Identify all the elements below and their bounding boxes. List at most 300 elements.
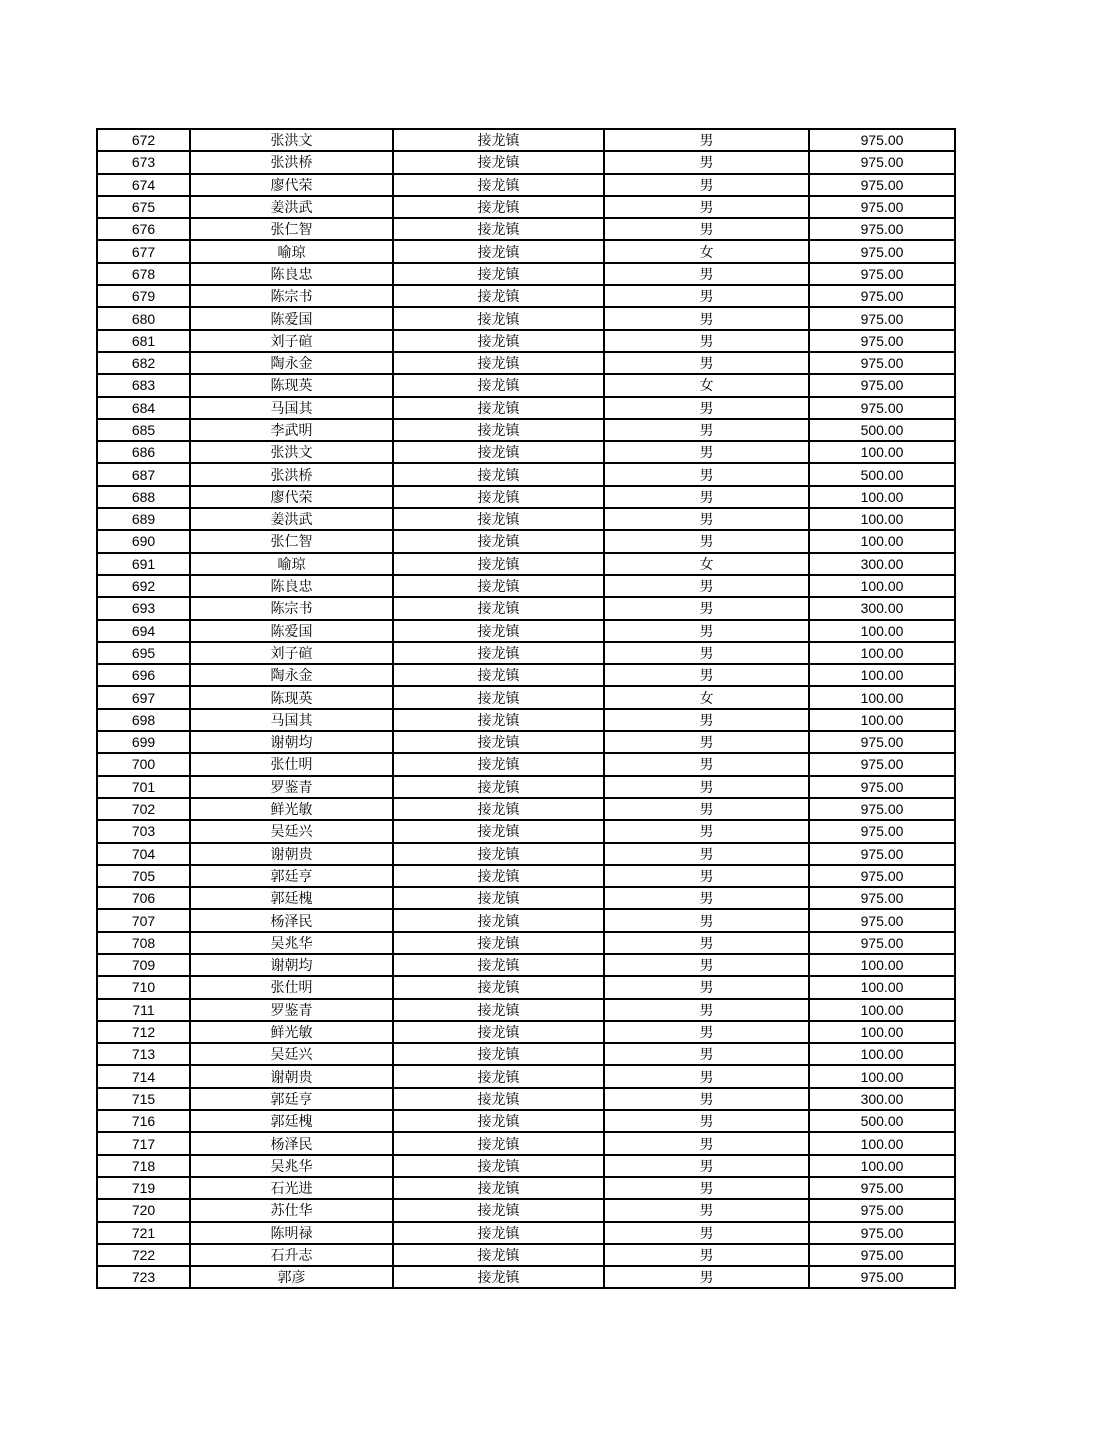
table-row: [97, 397, 955, 419]
table-row: [97, 263, 955, 285]
amount-cell: 975.00: [809, 263, 955, 285]
town-cell: 接龙镇: [393, 575, 604, 597]
row-number-cell: 700: [97, 753, 190, 775]
amount-cell: 100.00: [809, 508, 955, 530]
row-number-cell: 719: [97, 1177, 190, 1199]
table-row: [97, 240, 955, 262]
row-number-cell: 677: [97, 240, 190, 262]
row-number-cell: 672: [97, 129, 190, 151]
table-row: [97, 530, 955, 552]
table-row: [97, 129, 955, 151]
amount-cell: 975.00: [809, 798, 955, 820]
table-row: [97, 887, 955, 909]
payment-table: [96, 128, 956, 1289]
name-cell: 郭彦: [190, 1266, 393, 1288]
town-cell: 接龙镇: [393, 664, 604, 686]
amount-cell: 100.00: [809, 1043, 955, 1065]
gender-cell: 女: [604, 374, 809, 396]
table-row: [97, 798, 955, 820]
row-number-cell: 722: [97, 1244, 190, 1266]
row-number-cell: 680: [97, 307, 190, 329]
row-number-cell: 703: [97, 820, 190, 842]
amount-cell: 975.00: [809, 397, 955, 419]
table-row: [97, 441, 955, 463]
amount-cell: 100.00: [809, 1155, 955, 1177]
gender-cell: 男: [604, 932, 809, 954]
row-number-cell: 692: [97, 575, 190, 597]
town-cell: 接龙镇: [393, 597, 604, 619]
name-cell: 吴兆华: [190, 1155, 393, 1177]
table-row: [97, 1043, 955, 1065]
amount-cell: 100.00: [809, 664, 955, 686]
amount-cell: 975.00: [809, 352, 955, 374]
table-row: [97, 909, 955, 931]
row-number-cell: 707: [97, 909, 190, 931]
table-row: [97, 575, 955, 597]
gender-cell: 男: [604, 307, 809, 329]
amount-cell: 975.00: [809, 285, 955, 307]
town-cell: 接龙镇: [393, 352, 604, 374]
gender-cell: 女: [604, 553, 809, 575]
name-cell: 吴兆华: [190, 932, 393, 954]
town-cell: 接龙镇: [393, 196, 604, 218]
name-cell: 谢朝均: [190, 954, 393, 976]
table-row: [97, 954, 955, 976]
row-number-cell: 683: [97, 374, 190, 396]
row-number-cell: 714: [97, 1065, 190, 1087]
name-cell: 张洪桥: [190, 151, 393, 173]
name-cell: 姜洪武: [190, 196, 393, 218]
amount-cell: 975.00: [809, 1244, 955, 1266]
gender-cell: 女: [604, 240, 809, 262]
table-row: [97, 218, 955, 240]
town-cell: 接龙镇: [393, 1043, 604, 1065]
row-number-cell: 705: [97, 865, 190, 887]
amount-cell: 975.00: [809, 374, 955, 396]
gender-cell: 男: [604, 597, 809, 619]
gender-cell: 男: [604, 285, 809, 307]
row-number-cell: 713: [97, 1043, 190, 1065]
table-row: [97, 1021, 955, 1043]
name-cell: 刘子碹: [190, 642, 393, 664]
amount-cell: 100.00: [809, 686, 955, 708]
row-number-cell: 689: [97, 508, 190, 530]
gender-cell: 男: [604, 843, 809, 865]
amount-cell: 100.00: [809, 575, 955, 597]
gender-cell: 男: [604, 1132, 809, 1154]
town-cell: 接龙镇: [393, 508, 604, 530]
row-number-cell: 708: [97, 932, 190, 954]
amount-cell: 975.00: [809, 909, 955, 931]
amount-cell: 975.00: [809, 151, 955, 173]
town-cell: 接龙镇: [393, 1244, 604, 1266]
town-cell: 接龙镇: [393, 263, 604, 285]
amount-cell: 975.00: [809, 1177, 955, 1199]
gender-cell: 男: [604, 976, 809, 998]
town-cell: 接龙镇: [393, 1155, 604, 1177]
table-row: [97, 352, 955, 374]
name-cell: 谢朝贵: [190, 843, 393, 865]
table-row: [97, 330, 955, 352]
table-row: [97, 843, 955, 865]
gender-cell: 男: [604, 530, 809, 552]
town-cell: 接龙镇: [393, 486, 604, 508]
town-cell: 接龙镇: [393, 553, 604, 575]
town-cell: 接龙镇: [393, 374, 604, 396]
name-cell: 姜洪武: [190, 508, 393, 530]
town-cell: 接龙镇: [393, 820, 604, 842]
amount-cell: 100.00: [809, 709, 955, 731]
town-cell: 接龙镇: [393, 843, 604, 865]
name-cell: 鲜光敏: [190, 798, 393, 820]
town-cell: 接龙镇: [393, 1222, 604, 1244]
name-cell: 喻琼: [190, 553, 393, 575]
gender-cell: 女: [604, 686, 809, 708]
gender-cell: 男: [604, 1266, 809, 1288]
town-cell: 接龙镇: [393, 174, 604, 196]
table-row: [97, 776, 955, 798]
amount-cell: 500.00: [809, 419, 955, 441]
gender-cell: 男: [604, 1222, 809, 1244]
gender-cell: 男: [604, 954, 809, 976]
row-number-cell: 690: [97, 530, 190, 552]
row-number-cell: 673: [97, 151, 190, 173]
amount-cell: 100.00: [809, 441, 955, 463]
gender-cell: 男: [604, 575, 809, 597]
name-cell: 陶永金: [190, 664, 393, 686]
row-number-cell: 682: [97, 352, 190, 374]
town-cell: 接龙镇: [393, 1110, 604, 1132]
amount-cell: 975.00: [809, 196, 955, 218]
town-cell: 接龙镇: [393, 620, 604, 642]
table-row: [97, 508, 955, 530]
row-number-cell: 716: [97, 1110, 190, 1132]
amount-cell: 975.00: [809, 820, 955, 842]
row-number-cell: 701: [97, 776, 190, 798]
name-cell: 杨泽民: [190, 1132, 393, 1154]
row-number-cell: 721: [97, 1222, 190, 1244]
gender-cell: 男: [604, 909, 809, 931]
table-row: [97, 285, 955, 307]
table-row: [97, 753, 955, 775]
name-cell: 郭廷槐: [190, 887, 393, 909]
name-cell: 廖代荣: [190, 174, 393, 196]
table-row: [97, 620, 955, 642]
row-number-cell: 696: [97, 664, 190, 686]
row-number-cell: 676: [97, 218, 190, 240]
table-row: [97, 1244, 955, 1266]
gender-cell: 男: [604, 820, 809, 842]
amount-cell: 975.00: [809, 240, 955, 262]
amount-cell: 300.00: [809, 597, 955, 619]
row-number-cell: 684: [97, 397, 190, 419]
name-cell: 杨泽民: [190, 909, 393, 931]
name-cell: 郭廷槐: [190, 1110, 393, 1132]
table-row: [97, 307, 955, 329]
gender-cell: 男: [604, 397, 809, 419]
row-number-cell: 695: [97, 642, 190, 664]
table-row: [97, 1177, 955, 1199]
name-cell: 郭廷亨: [190, 865, 393, 887]
name-cell: 张仕明: [190, 753, 393, 775]
table-row: [97, 553, 955, 575]
amount-cell: 500.00: [809, 463, 955, 485]
name-cell: 马国其: [190, 397, 393, 419]
table-body: [97, 129, 955, 1288]
row-number-cell: 694: [97, 620, 190, 642]
town-cell: 接龙镇: [393, 463, 604, 485]
amount-cell: 975.00: [809, 1199, 955, 1221]
amount-cell: 100.00: [809, 1021, 955, 1043]
name-cell: 鲜光敏: [190, 1021, 393, 1043]
amount-cell: 975.00: [809, 330, 955, 352]
amount-cell: 500.00: [809, 1110, 955, 1132]
town-cell: 接龙镇: [393, 1266, 604, 1288]
name-cell: 刘子碹: [190, 330, 393, 352]
row-number-cell: 717: [97, 1132, 190, 1154]
table-row: [97, 597, 955, 619]
amount-cell: 300.00: [809, 1088, 955, 1110]
table-row: [97, 1155, 955, 1177]
town-cell: 接龙镇: [393, 642, 604, 664]
name-cell: 廖代荣: [190, 486, 393, 508]
gender-cell: 男: [604, 441, 809, 463]
town-cell: 接龙镇: [393, 1199, 604, 1221]
row-number-cell: 687: [97, 463, 190, 485]
town-cell: 接龙镇: [393, 151, 604, 173]
town-cell: 接龙镇: [393, 887, 604, 909]
town-cell: 接龙镇: [393, 999, 604, 1021]
amount-cell: 975.00: [809, 1222, 955, 1244]
amount-cell: 100.00: [809, 954, 955, 976]
amount-cell: 975.00: [809, 1266, 955, 1288]
amount-cell: 100.00: [809, 620, 955, 642]
name-cell: 陈良忠: [190, 263, 393, 285]
town-cell: 接龙镇: [393, 1021, 604, 1043]
amount-cell: 975.00: [809, 753, 955, 775]
town-cell: 接龙镇: [393, 909, 604, 931]
row-number-cell: 706: [97, 887, 190, 909]
row-number-cell: 688: [97, 486, 190, 508]
town-cell: 接龙镇: [393, 976, 604, 998]
gender-cell: 男: [604, 887, 809, 909]
row-number-cell: 709: [97, 954, 190, 976]
row-number-cell: 685: [97, 419, 190, 441]
table-row: [97, 1199, 955, 1221]
gender-cell: 男: [604, 731, 809, 753]
name-cell: 陈现英: [190, 686, 393, 708]
name-cell: 谢朝均: [190, 731, 393, 753]
row-number-cell: 718: [97, 1155, 190, 1177]
name-cell: 陈良忠: [190, 575, 393, 597]
gender-cell: 男: [604, 486, 809, 508]
amount-cell: 975.00: [809, 218, 955, 240]
row-number-cell: 675: [97, 196, 190, 218]
town-cell: 接龙镇: [393, 1177, 604, 1199]
town-cell: 接龙镇: [393, 1132, 604, 1154]
town-cell: 接龙镇: [393, 1065, 604, 1087]
town-cell: 接龙镇: [393, 954, 604, 976]
row-number-cell: 712: [97, 1021, 190, 1043]
row-number-cell: 699: [97, 731, 190, 753]
row-number-cell: 697: [97, 686, 190, 708]
row-number-cell: 710: [97, 976, 190, 998]
row-number-cell: 702: [97, 798, 190, 820]
town-cell: 接龙镇: [393, 776, 604, 798]
town-cell: 接龙镇: [393, 798, 604, 820]
table-row: [97, 374, 955, 396]
town-cell: 接龙镇: [393, 709, 604, 731]
town-cell: 接龙镇: [393, 397, 604, 419]
row-number-cell: 711: [97, 999, 190, 1021]
town-cell: 接龙镇: [393, 307, 604, 329]
gender-cell: 男: [604, 1065, 809, 1087]
table-row: [97, 976, 955, 998]
amount-cell: 975.00: [809, 731, 955, 753]
table-row: [97, 642, 955, 664]
gender-cell: 男: [604, 620, 809, 642]
name-cell: 陈宗书: [190, 597, 393, 619]
table-row: [97, 932, 955, 954]
amount-cell: 100.00: [809, 642, 955, 664]
amount-cell: 100.00: [809, 530, 955, 552]
table-row: [97, 1222, 955, 1244]
table-row: [97, 1132, 955, 1154]
gender-cell: 男: [604, 865, 809, 887]
gender-cell: 男: [604, 798, 809, 820]
table-row: [97, 664, 955, 686]
name-cell: 张仕明: [190, 976, 393, 998]
gender-cell: 男: [604, 352, 809, 374]
amount-cell: 975.00: [809, 174, 955, 196]
town-cell: 接龙镇: [393, 530, 604, 552]
name-cell: 张仁智: [190, 530, 393, 552]
name-cell: 陈爱国: [190, 620, 393, 642]
name-cell: 吴廷兴: [190, 820, 393, 842]
name-cell: 吴廷兴: [190, 1043, 393, 1065]
name-cell: 陶永金: [190, 352, 393, 374]
table-row: [97, 1088, 955, 1110]
town-cell: 接龙镇: [393, 419, 604, 441]
table-row: [97, 174, 955, 196]
town-cell: 接龙镇: [393, 686, 604, 708]
row-number-cell: 674: [97, 174, 190, 196]
gender-cell: 男: [604, 1155, 809, 1177]
name-cell: 陈爱国: [190, 307, 393, 329]
gender-cell: 男: [604, 151, 809, 173]
gender-cell: 男: [604, 776, 809, 798]
row-number-cell: 704: [97, 843, 190, 865]
town-cell: 接龙镇: [393, 753, 604, 775]
name-cell: 李武明: [190, 419, 393, 441]
amount-cell: 100.00: [809, 999, 955, 1021]
name-cell: 谢朝贵: [190, 1065, 393, 1087]
gender-cell: 男: [604, 709, 809, 731]
gender-cell: 男: [604, 463, 809, 485]
town-cell: 接龙镇: [393, 441, 604, 463]
table-row: [97, 419, 955, 441]
gender-cell: 男: [604, 999, 809, 1021]
row-number-cell: 679: [97, 285, 190, 307]
name-cell: 张仁智: [190, 218, 393, 240]
town-cell: 接龙镇: [393, 285, 604, 307]
town-cell: 接龙镇: [393, 865, 604, 887]
row-number-cell: 678: [97, 263, 190, 285]
gender-cell: 男: [604, 1043, 809, 1065]
table-row: [97, 999, 955, 1021]
row-number-cell: 681: [97, 330, 190, 352]
table-row: [97, 731, 955, 753]
table-row: [97, 1266, 955, 1288]
table-row: [97, 820, 955, 842]
name-cell: 苏仕华: [190, 1199, 393, 1221]
name-cell: 石光进: [190, 1177, 393, 1199]
table-row: [97, 865, 955, 887]
table-row: [97, 709, 955, 731]
table-row: [97, 463, 955, 485]
gender-cell: 男: [604, 218, 809, 240]
amount-cell: 975.00: [809, 776, 955, 798]
gender-cell: 男: [604, 1088, 809, 1110]
table-row: [97, 1110, 955, 1132]
row-number-cell: 715: [97, 1088, 190, 1110]
name-cell: 陈现英: [190, 374, 393, 396]
table-row: [97, 196, 955, 218]
gender-cell: 男: [604, 1177, 809, 1199]
amount-cell: 975.00: [809, 932, 955, 954]
row-number-cell: 693: [97, 597, 190, 619]
name-cell: 陈明禄: [190, 1222, 393, 1244]
amount-cell: 975.00: [809, 129, 955, 151]
gender-cell: 男: [604, 1021, 809, 1043]
town-cell: 接龙镇: [393, 129, 604, 151]
name-cell: 罗鉴青: [190, 999, 393, 1021]
gender-cell: 男: [604, 174, 809, 196]
town-cell: 接龙镇: [393, 1088, 604, 1110]
name-cell: 郭廷亨: [190, 1088, 393, 1110]
gender-cell: 男: [604, 330, 809, 352]
gender-cell: 男: [604, 1244, 809, 1266]
amount-cell: 975.00: [809, 843, 955, 865]
row-number-cell: 698: [97, 709, 190, 731]
gender-cell: 男: [604, 419, 809, 441]
name-cell: 喻琼: [190, 240, 393, 262]
gender-cell: 男: [604, 129, 809, 151]
gender-cell: 男: [604, 1199, 809, 1221]
amount-cell: 100.00: [809, 486, 955, 508]
amount-cell: 300.00: [809, 553, 955, 575]
town-cell: 接龙镇: [393, 218, 604, 240]
table-row: [97, 1065, 955, 1087]
row-number-cell: 691: [97, 553, 190, 575]
town-cell: 接龙镇: [393, 731, 604, 753]
table-row: [97, 151, 955, 173]
name-cell: 张洪桥: [190, 463, 393, 485]
amount-cell: 975.00: [809, 887, 955, 909]
name-cell: 马国其: [190, 709, 393, 731]
gender-cell: 男: [604, 664, 809, 686]
amount-cell: 100.00: [809, 1132, 955, 1154]
town-cell: 接龙镇: [393, 240, 604, 262]
amount-cell: 100.00: [809, 1065, 955, 1087]
table-row: [97, 486, 955, 508]
gender-cell: 男: [604, 263, 809, 285]
amount-cell: 975.00: [809, 307, 955, 329]
row-number-cell: 686: [97, 441, 190, 463]
gender-cell: 男: [604, 508, 809, 530]
gender-cell: 男: [604, 753, 809, 775]
amount-cell: 100.00: [809, 976, 955, 998]
